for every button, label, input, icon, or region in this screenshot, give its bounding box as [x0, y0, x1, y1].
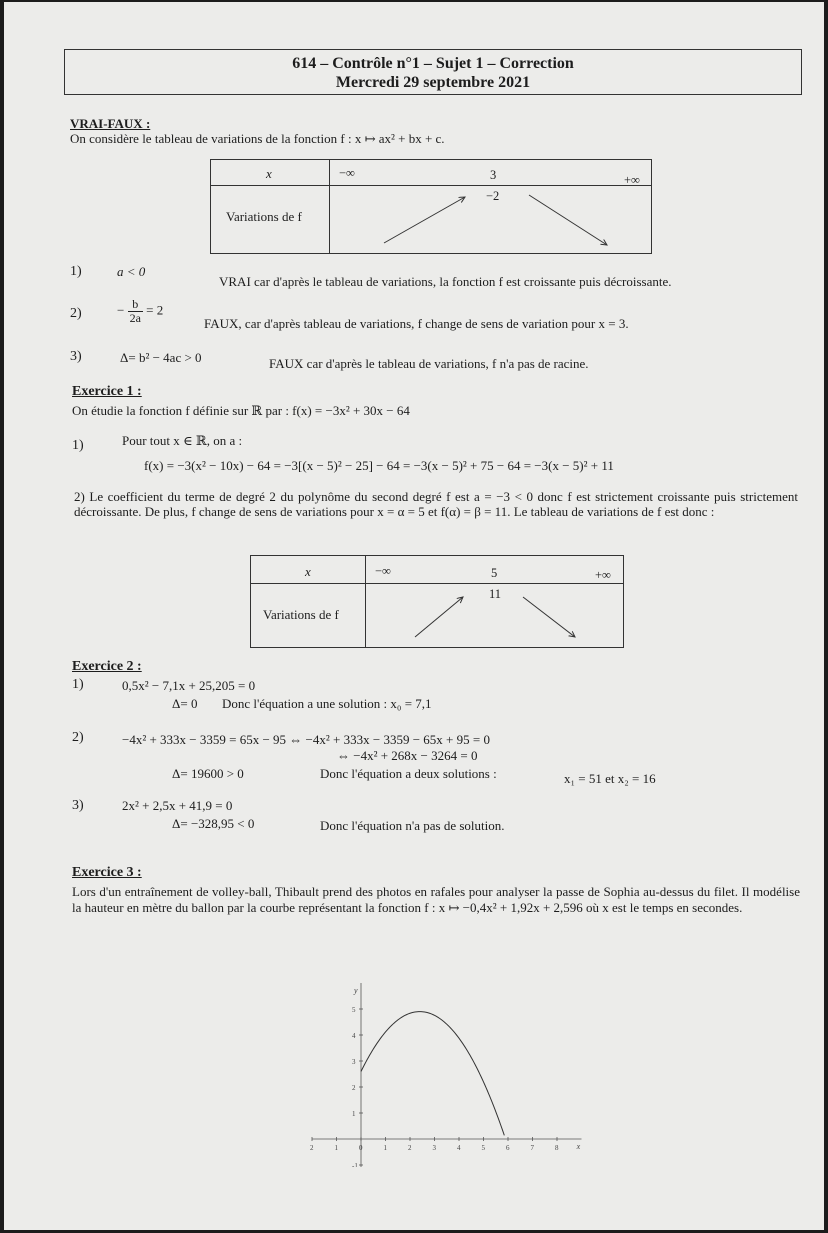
vf-item-2-number: 2) [70, 306, 82, 321]
y-tick-label: 3 [352, 1058, 356, 1066]
ex2-heading: Exercice 2 : [72, 659, 142, 674]
ex2-q2-conclusion: Donc l'équation a deux solutions : [320, 766, 497, 781]
table2-minus-inf: −∞ [375, 564, 391, 578]
parabola-graph [299, 947, 599, 1167]
ex2-q2-equation: −4x² + 333x − 3359 = 65x − 95 ⇔ −4x² + 333x − 3359 − 65x + 95 = 0 [122, 732, 490, 747]
x-tick-label: 3 [432, 1144, 436, 1152]
title-line-1: 614 – Contrôle n°1 – Sujet 1 – Correction [292, 55, 574, 72]
table1-x-label: x [266, 166, 272, 181]
x-tick-label: 2 [408, 1144, 412, 1152]
ex2-q1-delta: Δ= 0 [172, 696, 198, 711]
variation-table-2 [250, 555, 624, 648]
ex1-heading: Exercice 1 : [72, 384, 142, 399]
decreasing-arrow [529, 195, 607, 245]
ex2-q3-delta: Δ= −328,95 < 0 [172, 816, 255, 831]
y-tick-label: -1 [352, 1162, 358, 1167]
ex2-q1-conclusion: Donc l'équation a une solution : x₀ = 7,1 [222, 696, 432, 711]
table2-x-label: x [305, 564, 311, 579]
vf-item-1-statement: a < 0 [117, 264, 146, 279]
ex2-q2-number: 2) [72, 730, 84, 745]
table2-arrows [365, 583, 623, 647]
ex1-q1-number: 1) [72, 438, 84, 453]
x-tick-label: 4 [457, 1144, 461, 1152]
ex3-heading: Exercice 3 : [72, 865, 142, 880]
fraction-b-over-2a: $\frac{b}{2a}$ [129, 297, 141, 325]
ex1-q2-text: 2) Le coefficient du terme de degré 2 du polynôme du second degré f est a = −3 < 0 donc f est strictement croissante puis strictement décroissante. De plus, f change de sens de variations pour x = α = 5 et f(α) = β = 11. Le tableau de variations de f est donc : [74, 489, 798, 519]
vf-item-3-statement: Δ= b² − 4ac > 0 [120, 350, 202, 365]
ex2-q3-number: 3) [72, 798, 84, 813]
x-tick-label: 2 [310, 1144, 314, 1152]
vraifaux-intro: On considère le tableau de variations de la fonction f : x ↦ ax² + bx + c. [70, 131, 445, 146]
y-axis-label: y [354, 986, 358, 995]
x-axis-label: x [576, 1142, 581, 1151]
title-line-2: Mercredi 29 septembre 2021 [335, 74, 531, 91]
variation-table-1 [210, 159, 652, 254]
vf-item-2-answer: FAUX, car d'après tableau de variations, f change de sens de variation pour x = 3. [204, 316, 629, 331]
x-tick-label: 1 [383, 1144, 387, 1152]
table2-max-value: 11 [489, 587, 502, 601]
ex2-q2-delta: Δ= 19600 > 0 [172, 766, 244, 781]
table2-plus-inf: +∞ [595, 568, 611, 582]
ex2-q2-equation-2: ⇔ −4x² + 268x − 3264 = 0 [337, 748, 478, 763]
ex2-q2-solutions: x₁ = 51 et x₂ = 16 [564, 771, 656, 786]
x-tick-label: 6 [506, 1144, 510, 1152]
ex1-q1-formula: f(x) = −3(x² − 10x) − 64 = −3[(x − 5)² − 25] − 64 = −3(x − 5)² + 75 − 64 = −3(x − 5)² + 11 [144, 458, 614, 473]
table1-x-value: 3 [490, 168, 497, 182]
table2-row-label: Variations de f [263, 607, 339, 622]
y-tick-label: 5 [352, 1006, 356, 1014]
x-tick-label: 8 [555, 1144, 559, 1152]
ex3-text: Lors d'un entraînement de volley-ball, Thibault prend des photos en rafales pour analyser la passe de Sophia au-dessus du filet. Il modélise la hauteur en mètre du ballon par la courbe représentant la fonction f : x ↦ −0,4x² + 1,92x + 2,596 où x est le temps en secondes. [72, 884, 800, 915]
document-page [4, 2, 824, 1230]
table1-row-label: Variations de f [226, 209, 302, 224]
table1-max-value: −2 [486, 189, 500, 203]
ex2-q1-equation: 0,5x² − 7,1x + 25,205 = 0 [122, 678, 256, 693]
table1-minus-inf: −∞ [339, 166, 355, 180]
x-tick-label: 7 [530, 1144, 534, 1152]
parabola-curve [361, 1012, 504, 1136]
ex2-q1-number: 1) [72, 677, 84, 692]
vf-item-2-statement: − $\frac{b}{2a}$ = 2 [117, 297, 164, 325]
increasing-arrow [415, 597, 463, 637]
title-box [64, 49, 802, 95]
y-tick-label: 1 [352, 1110, 356, 1118]
vf-item-3-number: 3) [70, 349, 82, 364]
x-tick-label: 1 [334, 1144, 338, 1152]
vraifaux-heading: VRAI-FAUX : [70, 116, 151, 131]
ex1-intro: On étudie la fonction f définie sur ℝ par : f(x) = −3x² + 30x − 64 [72, 403, 410, 418]
table1-arrows [329, 185, 651, 253]
table1-plus-inf: +∞ [624, 173, 640, 187]
ex1-q1-text: Pour tout x ∈ ℝ, on a : [122, 433, 243, 448]
table2-x-value: 5 [491, 566, 498, 580]
y-tick-label: 4 [352, 1032, 356, 1040]
ex2-q3-equation: 2x² + 2,5x + 41,9 = 0 [122, 798, 233, 813]
vf-item-1-number: 1) [70, 264, 82, 279]
y-tick-label: 2 [352, 1084, 356, 1092]
vf-item-1-answer: VRAI car d'après le tableau de variations, la fonction f est croissante puis décroissante. [219, 274, 672, 289]
decreasing-arrow [523, 597, 575, 637]
increasing-arrow [384, 197, 465, 243]
x-tick-label: 0 [359, 1144, 363, 1152]
vf-item-3-answer: FAUX car d'après le tableau de variations, f n'a pas de racine. [269, 356, 589, 371]
ex2-q3-conclusion: Donc l'équation n'a pas de solution. [320, 818, 505, 833]
x-tick-label: 5 [481, 1144, 485, 1152]
